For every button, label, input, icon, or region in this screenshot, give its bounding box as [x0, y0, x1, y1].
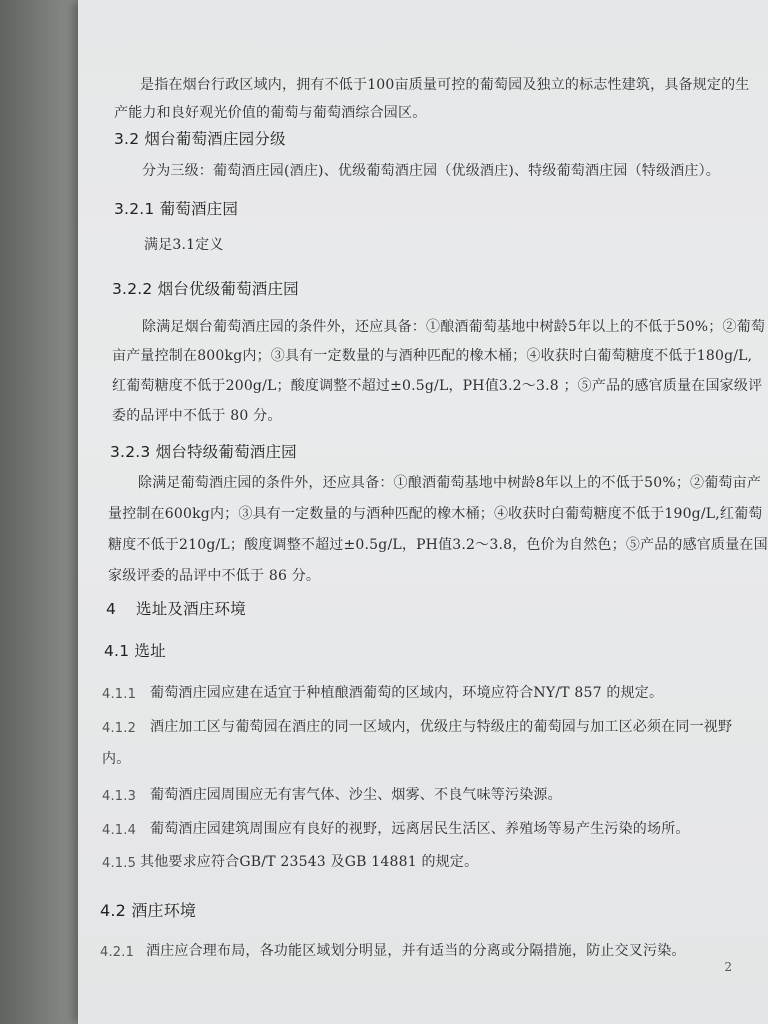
section-4-2-title: 4.2 酒庄环境 — [100, 901, 197, 920]
item-4-1-1-text: 葡萄酒庄园应建在适宜于种植酿酒葡萄的区域内，环境应符合NY/T 857 的规定。 — [150, 685, 664, 701]
intro-line-1: 是指在烟台行政区域内，拥有不低于100亩质量可控的葡萄园及独立的标志性建筑，具备规定的生 — [140, 77, 750, 93]
section-3-2-body: 分为三级：葡萄酒庄园(酒庄)、优级葡萄酒庄园（优级酒庄)、特级葡萄酒庄园（特级酒庄）。 — [142, 163, 720, 179]
section-3-2-2-line: 亩产量控制在800kg内；③具有一定数量的与酒种匹配的橡木桶；④收获时白葡萄糖度不低于180g/L, — [112, 348, 753, 364]
item-4-1-3-text: 葡萄酒庄园周围应无有害气体、沙尘、烟雾、不良气味等污染源。 — [150, 787, 562, 803]
section-3-2-2-line: 红葡萄糖度不低于200g/L；酸度调整不超过±0.5g/L，PH值3.2～3.8 ；⑤产品的感官质量在国家级评 — [112, 378, 763, 394]
item-4-1-2-number: 4.1.2 — [102, 721, 137, 736]
item-4-1-5-number: 4.1.5 — [102, 856, 137, 871]
section-3-2-3-line: 家级评委的品评中不低于 86 分。 — [108, 568, 321, 584]
section-4-title: 选址及酒庄环境 — [136, 600, 246, 618]
item-4-1-5-text: 其他要求应符合GB/T 23543 及GB 14881 的规定。 — [140, 854, 479, 870]
section-3-2-3-line: 量控制在600kg内；③具有一定数量的与酒种匹配的橡木桶；④收获时白葡萄糖度不低于190g/L,红葡萄 — [108, 506, 763, 522]
item-4-2-1-number: 4.2.1 — [100, 945, 135, 960]
item-4-1-2-text: 酒庄加工区与葡萄园在酒庄的同一区域内，优级庄与特级庄的葡萄园与加工区必须在同一视野 — [150, 719, 733, 735]
section-3-2-title: 3.2 烟台葡萄酒庄园分级 — [114, 130, 286, 148]
item-4-1-1-number: 4.1.1 — [102, 687, 137, 702]
document-page — [78, 0, 768, 1024]
book-gutter — [0, 0, 78, 1024]
item-4-1-3-number: 4.1.3 — [102, 789, 137, 804]
section-4-number: 4 — [106, 600, 117, 618]
section-3-2-1-title: 3.2.1 葡萄酒庄园 — [114, 200, 239, 218]
section-3-2-1-body: 满足3.1定义 — [144, 237, 224, 253]
section-3-2-2-line: 委的品评中不低于 80 分。 — [112, 408, 282, 424]
item-4-2-1-text: 酒庄应合理布局，各功能区域划分明显，并有适当的分离或分隔措施，防止交叉污染。 — [146, 943, 686, 959]
page-number: 2 — [724, 960, 732, 974]
item-4-1-4-number: 4.1.4 — [102, 823, 137, 838]
section-4-1-title: 4.1 选址 — [104, 642, 166, 660]
section-3-2-2-line: 除满足烟台葡萄酒庄园的条件外，还应具备：①酿酒葡萄基地中树龄5年以上的不低于50%；②葡萄 — [142, 319, 766, 335]
section-3-2-2-title: 3.2.2 烟台优级葡萄酒庄园 — [112, 280, 299, 298]
item-4-1-4-text: 葡萄酒庄园建筑周围应有良好的视野，远离居民生活区、养殖场等易产生污染的场所。 — [150, 821, 690, 837]
section-3-2-3-line: 除满足葡萄酒庄园的条件外，还应具备：①酿酒葡萄基地中树龄8年以上的不低于50%；②葡萄亩产 — [138, 475, 762, 491]
section-3-2-3-line: 糖度不低于210g/L；酸度调整不超过±0.5g/L，PH值3.2～3.8，色价为自然色；⑤产品的感官质量在国 — [108, 537, 768, 553]
item-4-1-2-continuation: 内。 — [102, 751, 131, 767]
intro-line-2: 产能力和良好观光价值的葡萄与葡萄酒综合园区。 — [114, 105, 427, 121]
section-3-2-3-title: 3.2.3 烟台特级葡萄酒庄园 — [110, 443, 297, 461]
